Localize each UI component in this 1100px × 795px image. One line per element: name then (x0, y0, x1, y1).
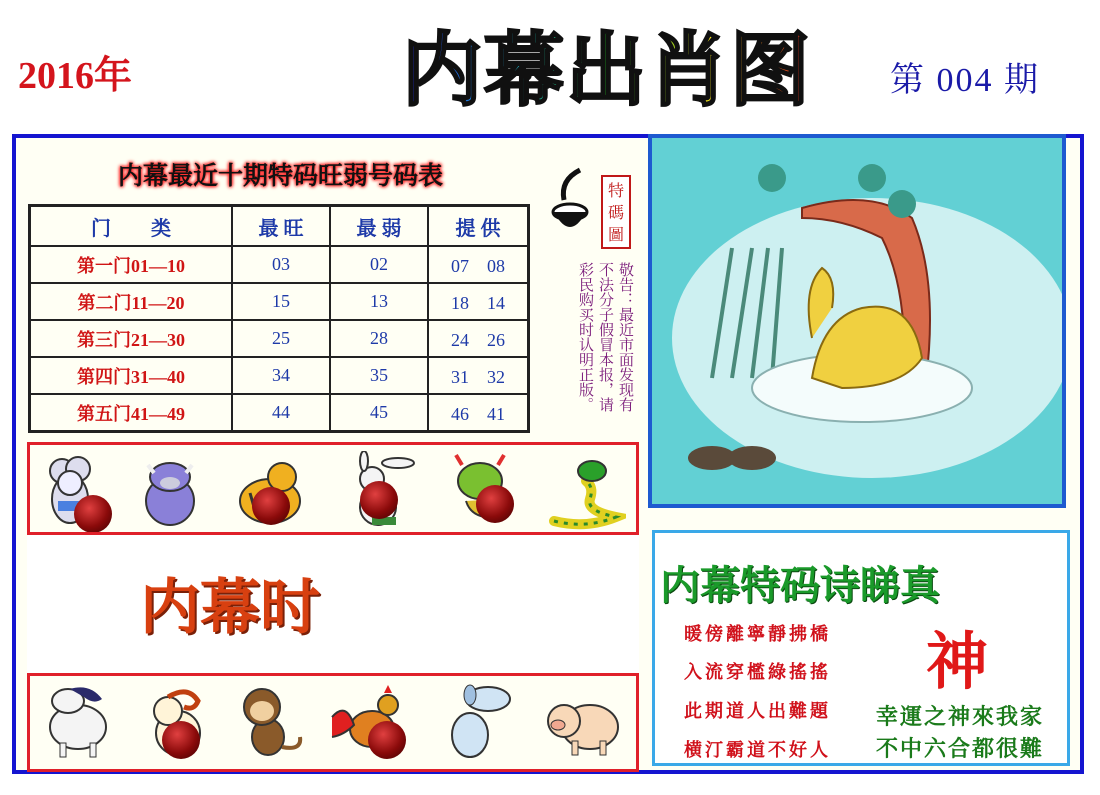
notice-text: 敬告：最近市面发现有不法分子假冒本报，请彩民购买时认明正版。 (577, 262, 635, 412)
horse-icon (40, 681, 120, 761)
logo-char-1: 特 (607, 181, 625, 200)
logo-char-3: 圖 (607, 225, 625, 244)
tiger-icon (230, 451, 310, 531)
cell-cold: 13 (330, 283, 428, 320)
cell-offer: 24 26 (428, 320, 529, 357)
page-title-logo (398, 26, 838, 112)
ox-icon (130, 451, 210, 531)
year-label: 2016年 (18, 55, 133, 97)
number-table (28, 204, 530, 433)
cell-hot: 15 (232, 283, 330, 320)
cell-hot: 34 (232, 357, 330, 394)
leaf-icon (758, 164, 786, 192)
cell-gate: 第五门41—49 (30, 394, 233, 432)
brand-logo (550, 160, 634, 250)
marker-ball-icon (476, 485, 514, 523)
rabbit-icon (338, 451, 418, 531)
poem-line: 此期道人出難題 (684, 701, 831, 722)
cell-cold: 02 (330, 246, 428, 283)
cell-gate: 第四门31—40 (30, 357, 233, 394)
table-title: 内幕最近十期特码旺弱号码表 (118, 161, 444, 190)
table-row (30, 357, 529, 394)
poem-side-line: 幸運之神來我家 (876, 704, 1045, 730)
poem-big-char: 神 (926, 629, 989, 697)
banner-panel (27, 532, 639, 676)
cell-hot: 03 (232, 246, 330, 283)
poem-line: 入流穿檻綠搖搖 (684, 662, 831, 683)
header-cold: 最 弱 (330, 206, 428, 247)
cell-gate: 第二门11—20 (30, 283, 233, 320)
table-row (30, 246, 529, 283)
cell-offer: 31 32 (428, 357, 529, 394)
poem-line: 暖傍離寧靜拂橋 (684, 624, 831, 645)
table-header-row (30, 206, 529, 247)
logo-char-2: 碼 (607, 203, 625, 222)
marker-ball-icon (360, 481, 398, 519)
table-row (30, 283, 529, 320)
cell-hot: 25 (232, 320, 330, 357)
marker-ball-icon (368, 721, 406, 759)
marker-ball-icon (162, 721, 200, 759)
table-row (30, 394, 529, 432)
cell-offer: 18 14 (428, 283, 529, 320)
deer-illustration (648, 134, 1066, 508)
dog-icon (440, 681, 520, 761)
goat-icon (138, 681, 218, 761)
banner-text: 内幕时 (140, 575, 320, 641)
cell-cold: 28 (330, 320, 428, 357)
cell-hot: 44 (232, 394, 330, 432)
poem-side-line: 不中六合都很難 (876, 736, 1045, 762)
zodiac-top-row (30, 447, 636, 533)
table-row (30, 320, 529, 357)
pen-curve-icon (563, 170, 580, 200)
cell-offer: 07 08 (428, 246, 529, 283)
cell-gate: 第一门01—10 (30, 246, 233, 283)
header-hot: 最 旺 (232, 206, 330, 247)
rooster-icon (326, 681, 406, 761)
zodiac-bottom-row (30, 677, 636, 763)
rat-icon (40, 451, 120, 531)
cell-cold: 35 (330, 357, 428, 394)
page-title: 内幕出肖图 (402, 26, 812, 112)
issue-number: 第 004 期 (890, 62, 1040, 99)
pig-icon (542, 681, 622, 761)
bucket-icon (728, 446, 776, 470)
cell-cold: 45 (330, 394, 428, 432)
marker-ball-icon (252, 487, 290, 525)
leaf-icon (888, 190, 916, 218)
dragon-icon (442, 451, 522, 531)
poem-title: 内幕特码诗睇真 (660, 563, 940, 608)
ink-pot-body-icon (554, 212, 586, 227)
poem-line: 横汀霸道不好人 (684, 740, 831, 761)
cell-offer: 46 41 (428, 394, 529, 432)
monkey-icon (230, 681, 310, 761)
marker-ball-icon (74, 495, 112, 533)
header-offer: 提 供 (428, 206, 529, 247)
leaf-icon (858, 164, 886, 192)
snake-icon (546, 451, 626, 531)
header-gate: 门 类 (30, 206, 233, 247)
cell-gate: 第三门21—30 (30, 320, 233, 357)
